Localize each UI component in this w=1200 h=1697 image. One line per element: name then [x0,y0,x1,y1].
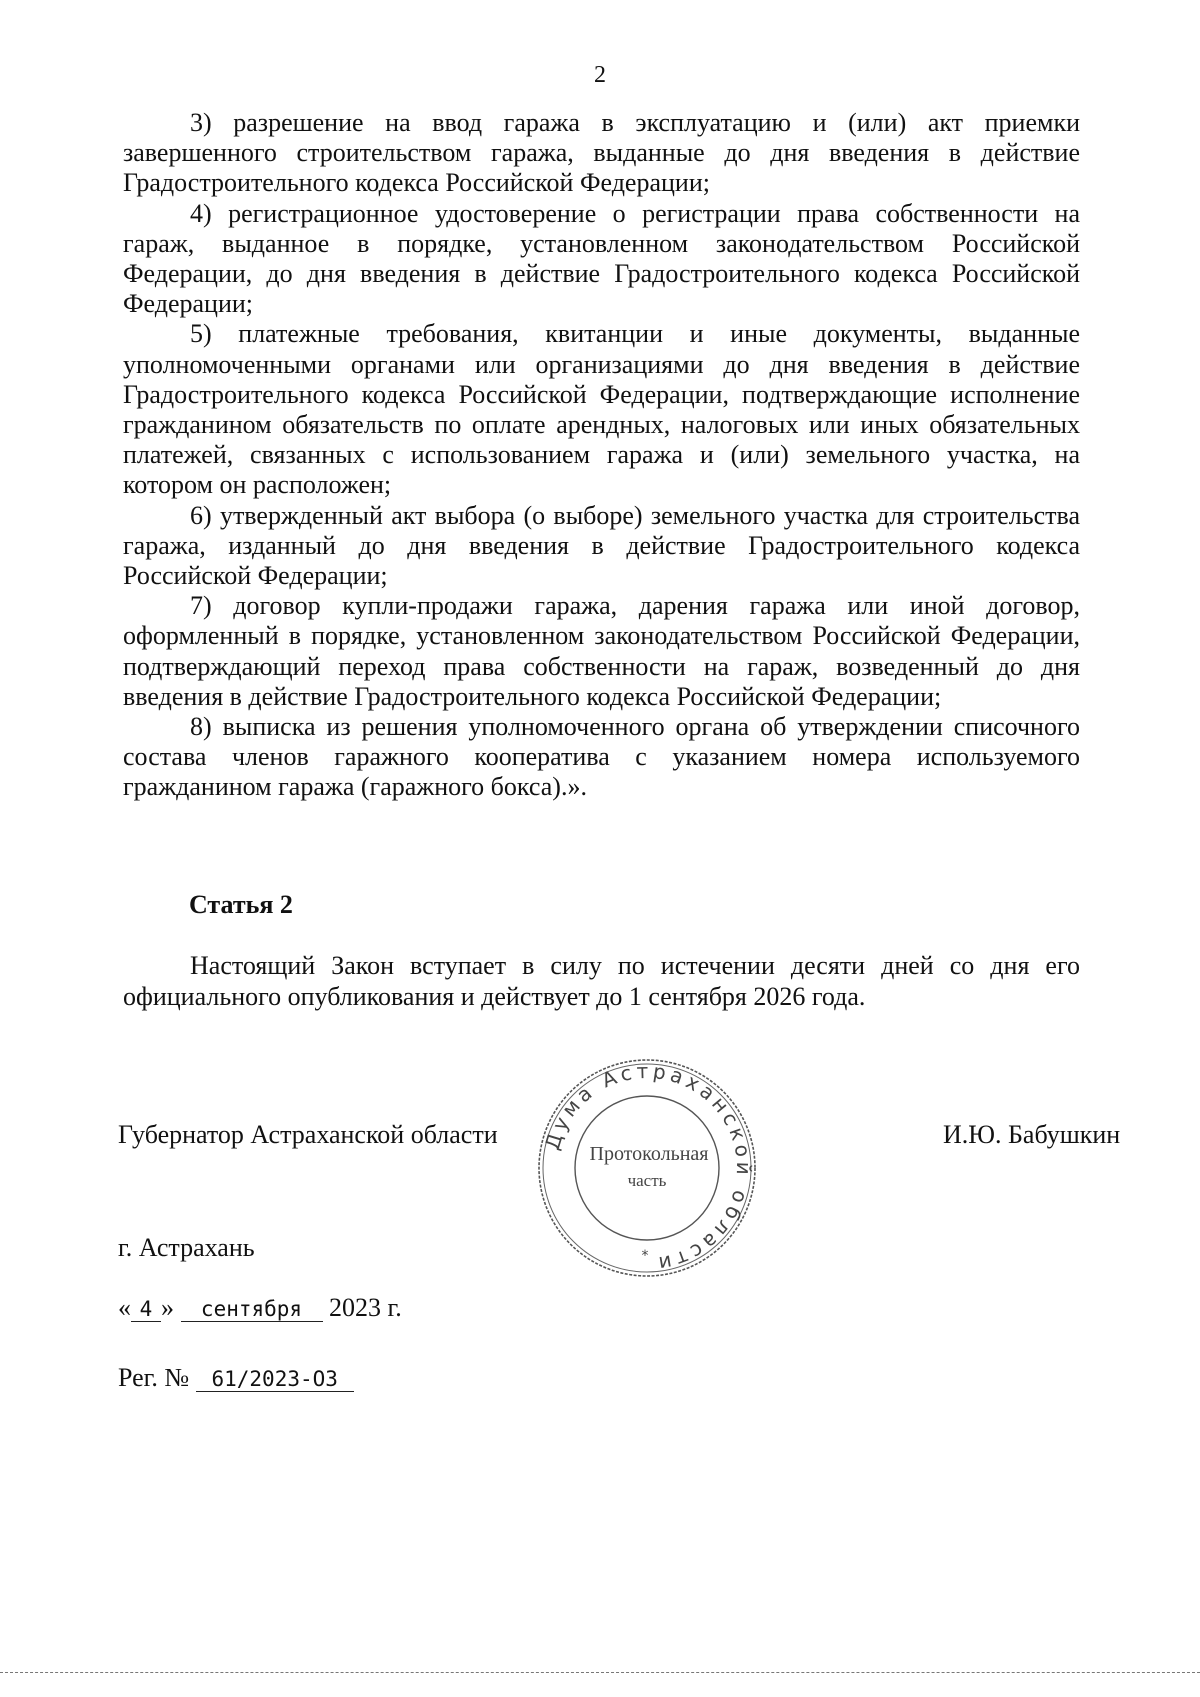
list-item: 4) регистрационное удостоверение о регистрации права собственности на гараж, выданное в порядке, установленном законодательством Российской Федерации, до дня введения в действие Градостроительного кодекса Российской Федерации; [123,198,1080,319]
seal-ring-text: Дума Астраханской области [539,1058,757,1277]
page-bottom-divider [0,1672,1200,1673]
signatory-name: И.Ю. Бабушкин [943,1120,1121,1149]
date-open-quote: « [118,1293,131,1322]
list-item: 7) договор купли-продажи гаража, дарения гаража или иной договор, оформленный в порядке, установленном законодательством Российской Федерации, подтверждающий переход права собственности на гараж, возведенный до дня введения в действие Градостроительного кодекса Российской Федерации; [123,591,1080,711]
signing-date [118,1293,402,1323]
signatory-title: Губернатор Астраханской области [118,1120,498,1149]
date-month: сентября [181,1297,323,1322]
date-close-quote: » [161,1293,174,1322]
seal-center-line-1: Протокольная [589,1143,709,1165]
registration-label: Рег. № [118,1363,190,1392]
registration-number [118,1363,354,1393]
article-paragraph: Настоящий Закон вступает в силу по истечении десяти дней со дня его официального опубликования и действует до 1 сентября 2026 года. [123,951,1080,1011]
article-heading: Статья 2 [189,890,293,919]
list-item: 8) выписка из решения уполномоченного органа об утверждении списочного состава членов гаражного кооператива с указанием номера используемого гражданином гаража (гаражного бокса).». [123,712,1080,802]
list-item: 6) утвержденный акт выбора (о выборе) земельного участка для строительства гаража, изданный до дня введения в действие Градостроительного кодекса Российской Федерации; [123,500,1080,591]
list-item: 5) платежные требования, квитанции и иные документы, выданные уполномоченными органами или организациями до дня введения в действие Градостроительного кодекса Российской Федерации, подтверждающие исполнение гражданином обязательств по оплате арендных, налоговых или иных обязательных платежей, связанных с использованием гаража и (или) земельного участка, на котором он расположен; [123,319,1080,500]
official-seal [531,1052,763,1284]
place-of-signing: г. Астрахань [118,1233,255,1262]
list-item: 3) разрешение на ввод гаража в эксплуатацию и (или) акт приемки завершенного строительством гаража, выданные до дня введения в действие Градостроительного кодекса Российской Федерации; [123,108,1080,198]
page-number: 2 [594,62,606,88]
registration-value: 61/2023-ОЗ [196,1367,354,1392]
article-text [123,950,1080,1012]
seal-center-line-2: часть [627,1171,667,1190]
date-year: 2023 г. [329,1293,402,1322]
date-day: 4 [131,1297,161,1322]
document-body [123,108,1080,803]
seal-star-icon: * [641,1248,649,1264]
